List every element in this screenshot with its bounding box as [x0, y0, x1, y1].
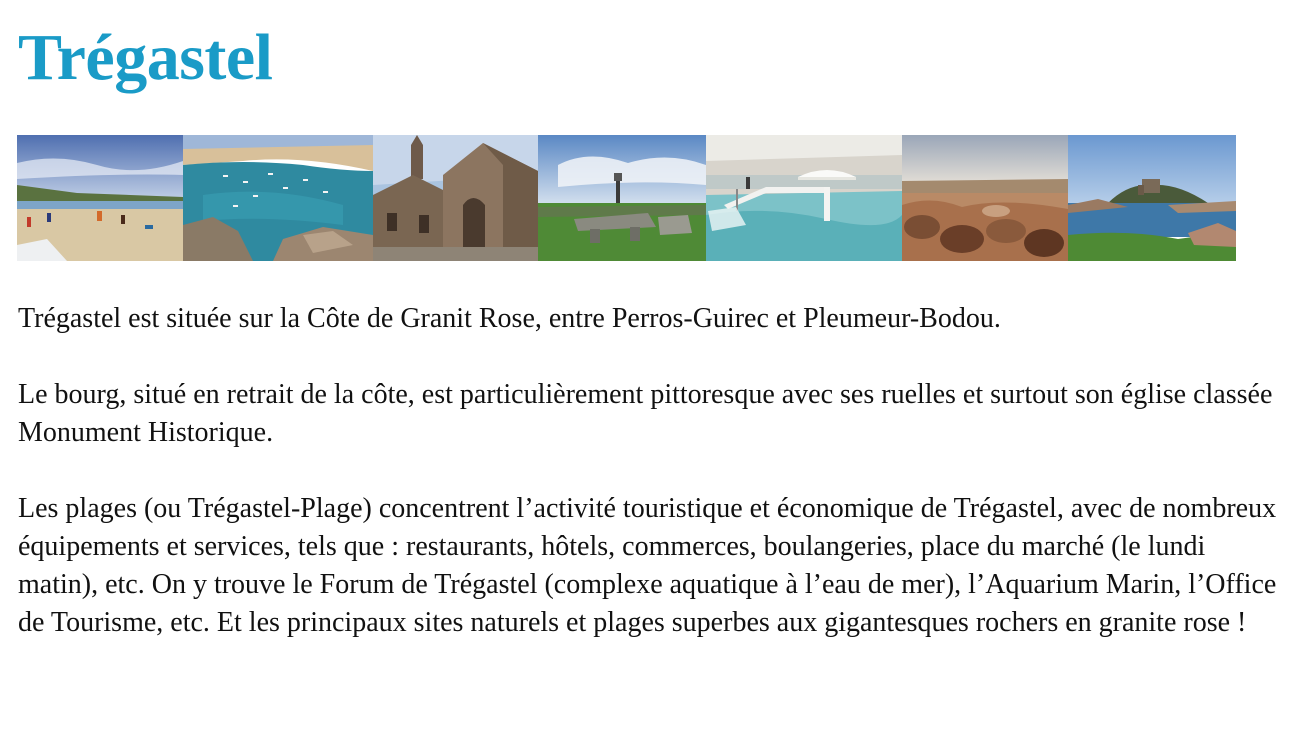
- castle-island-photo: [1068, 135, 1236, 261]
- article-body: [18, 300, 1280, 680]
- paragraph-bourg: Le bourg, situé en retrait de la côte, est particulièrement pittoresque avec ses ruelles et surtout son église classée Monument Historique.: [18, 379, 1273, 448]
- photo-banner: [17, 135, 1236, 261]
- beach-photo: [17, 135, 183, 261]
- church-photo: [373, 135, 538, 261]
- paragraph-location: Trégastel est située sur la Côte de Granit Rose, entre Perros-Guirec et Pleumeur-Bodou.: [18, 303, 1001, 334]
- aquatic-complex-photo: [706, 135, 902, 261]
- pink-granite-rocks-photo: [902, 135, 1068, 261]
- paragraph-plages: Les plages (ou Trégastel-Plage) concentrent l’activité touristique et économique de Trégastel, avec de nombreux équipements et services, tels que : restaurants, hôtels, commerces, boulangeries, place du marché (le lundi matin), etc. On y trouve le Forum de Trégastel (complexe aquatique à l’eau de mer), l’Aquarium Marin, l’Office de Tourisme, etc. Et les principaux sites naturels et plages superbes aux gigantesques rochers en granite rose !: [18, 493, 1277, 638]
- dolmen-photo: [538, 135, 706, 261]
- harbor-bay-photo: [183, 135, 373, 261]
- page-title: Trégastel: [18, 21, 273, 94]
